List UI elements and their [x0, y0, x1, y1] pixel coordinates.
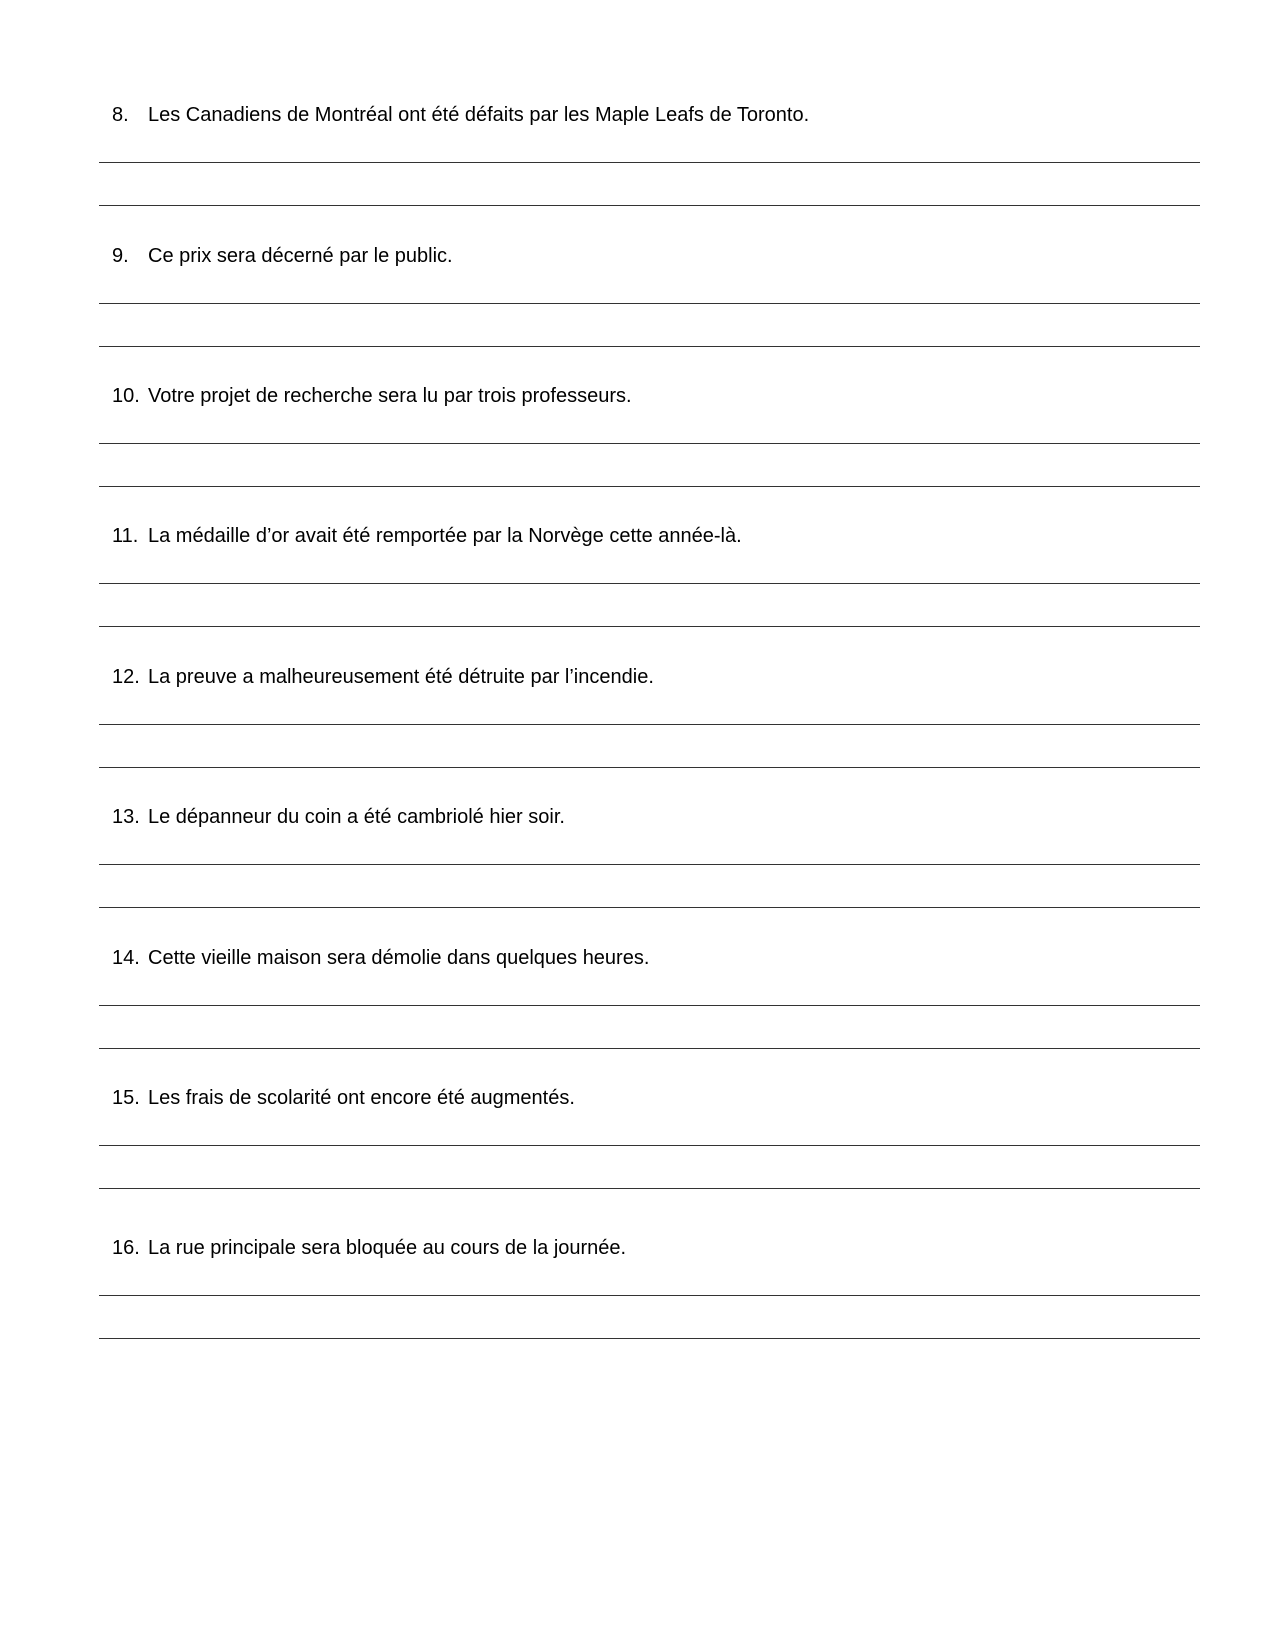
question-13 — [0, 804, 1275, 944]
answer-line[interactable] — [99, 443, 1200, 444]
question-number: 10. — [112, 385, 140, 407]
answer-line[interactable] — [99, 583, 1200, 584]
question-12 — [0, 664, 1275, 804]
question-text: Le dépanneur du coin a été cambriolé hier soir. — [148, 806, 565, 828]
question-text: La preuve a malheureusement été détruite par l’incendie. — [148, 666, 654, 688]
question-text: Cette vieille maison sera démolie dans quelques heures. — [148, 947, 650, 969]
question-9 — [0, 243, 1275, 383]
answer-line[interactable] — [99, 486, 1200, 487]
question-text: Votre projet de recherche sera lu par trois professeurs. — [148, 385, 632, 407]
answer-line[interactable] — [99, 907, 1200, 908]
answer-line[interactable] — [99, 626, 1200, 627]
answer-line[interactable] — [99, 1005, 1200, 1006]
question-number: 8. — [112, 104, 129, 126]
answer-line[interactable] — [99, 1338, 1200, 1339]
answer-line[interactable] — [99, 1295, 1200, 1296]
answer-line[interactable] — [99, 205, 1200, 206]
answer-line[interactable] — [99, 162, 1200, 163]
answer-line[interactable] — [99, 303, 1200, 304]
question-text: Les Canadiens de Montréal ont été défaits par les Maple Leafs de Toronto. — [148, 104, 810, 126]
answer-line[interactable] — [99, 1188, 1200, 1189]
question-number: 13. — [112, 806, 140, 828]
question-number: 15. — [112, 1087, 140, 1109]
question-text: Les frais de scolarité ont encore été augmentés. — [148, 1087, 575, 1109]
question-text: La rue principale sera bloquée au cours de la journée. — [148, 1237, 627, 1259]
question-10 — [0, 383, 1275, 523]
question-15 — [0, 1085, 1275, 1225]
answer-line[interactable] — [99, 346, 1200, 347]
question-text: La médaille d’or avait été remportée par la Norvège cette année-là. — [148, 525, 742, 547]
question-8 — [0, 102, 1275, 242]
question-14 — [0, 945, 1275, 1085]
answer-line[interactable] — [99, 1048, 1200, 1049]
question-16 — [0, 1235, 1275, 1375]
question-number: 9. — [112, 245, 129, 267]
question-number: 11. — [112, 525, 139, 547]
answer-line[interactable] — [99, 767, 1200, 768]
question-11 — [0, 523, 1275, 663]
question-text: Ce prix sera décerné par le public. — [148, 245, 453, 267]
answer-line[interactable] — [99, 1145, 1200, 1146]
question-number: 12. — [112, 666, 140, 688]
answer-line[interactable] — [99, 864, 1200, 865]
answer-line[interactable] — [99, 724, 1200, 725]
question-number: 14. — [112, 947, 140, 969]
question-number: 16. — [112, 1237, 140, 1259]
